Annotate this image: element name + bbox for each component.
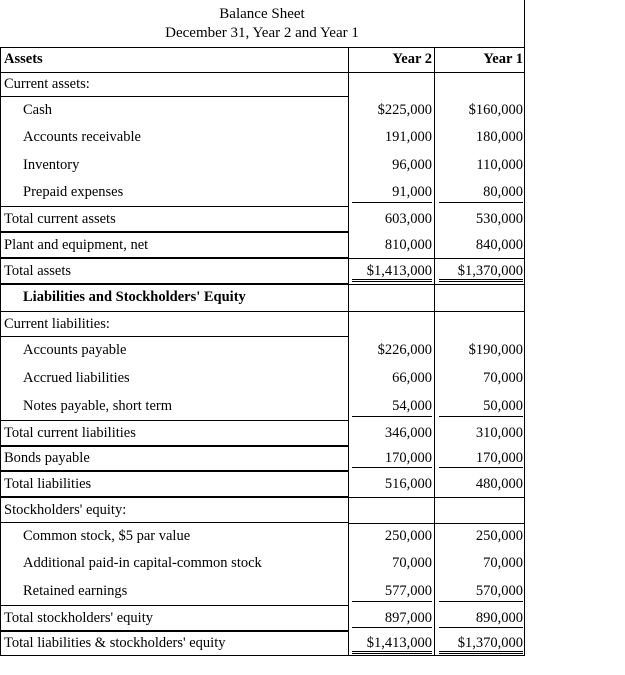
table-row [0,311,525,337]
value-rule [348,284,524,285]
double-underline-year1 [439,651,523,654]
row-label: Liabilities and Stockholders' Equity [23,289,246,305]
row-value-year1: 840,000 [475,237,523,253]
label-rule [0,497,348,498]
value-rule [348,497,524,498]
row-value-year1: 110,000 [476,157,523,173]
table-row [0,232,525,258]
row-label: Inventory [23,157,80,173]
row-label: Stockholders' equity: [4,502,127,518]
label-rule [0,311,348,312]
row-value-year2: $1,413,000 [366,263,432,279]
single-underline-year2 [352,627,432,628]
single-underline-year2 [352,467,432,468]
header-row [0,47,525,72]
table-row [0,497,525,523]
label-rule [0,72,348,73]
single-underline-year1 [439,416,523,417]
single-underline-year1 [439,627,523,628]
label-rule [0,283,348,284]
label-rule [0,232,348,233]
table-row [0,420,525,446]
row-value-year2: 810,000 [384,237,432,253]
row-value-year1: 80,000 [483,184,523,200]
label-rule [0,605,348,606]
row-value-year1: 310,000 [475,425,523,441]
row-value-year1: 570,000 [475,583,523,599]
table-row [0,124,525,151]
row-value-year2: $226,000 [377,342,432,358]
row-label: Accounts receivable [23,129,141,145]
table-title-block [0,0,524,47]
row-value-year2: 346,000 [384,425,432,441]
single-underline-year2 [352,202,432,203]
table-row [0,364,525,392]
single-underline-year2 [352,601,432,602]
double-underline-year1 [439,279,523,282]
row-label: Total current assets [4,211,116,227]
table-row [0,471,525,497]
label-rule [0,522,348,523]
label-rule [0,630,348,631]
value-rule [348,258,524,259]
row-label: Notes payable, short term [23,398,172,414]
row-label: Retained earnings [23,583,128,599]
row-value-year2: 170,000 [384,450,432,466]
label-rule [0,471,348,472]
table-subtitle: December 31, Year 2 and Year 1 [165,25,359,41]
row-value-year2: 603,000 [384,211,432,227]
row-label: Common stock, $5 par value [23,528,191,544]
label-rule [0,257,348,258]
row-label: Total stockholders' equity [4,610,153,626]
row-label: Total assets [4,263,72,279]
table-row [0,97,525,124]
label-rule [0,420,348,421]
row-value-year2: 250,000 [384,528,432,544]
label-rule [0,631,348,632]
row-value-year1: $190,000 [468,342,523,358]
label-rule [0,470,348,471]
single-underline-year1 [439,202,523,203]
value-rule [348,311,524,312]
label-rule [0,336,348,337]
row-label: Additional paid-in capital-common stock [23,555,262,571]
header-assets: Assets [4,51,43,67]
label-rule [0,446,348,447]
row-label: Bonds payable [4,450,90,466]
row-label: Accrued liabilities [23,370,130,386]
label-rule [0,231,348,232]
row-value-year1: $160,000 [468,102,523,118]
single-underline-year1 [439,467,523,468]
table-row [0,206,525,232]
label-rule [0,206,348,207]
row-value-year2: 577,000 [384,583,432,599]
header-year1: Year 1 [483,51,523,67]
table-title: Balance Sheet [219,6,305,22]
label-rule [0,445,348,446]
row-value-year1: 890,000 [475,610,523,626]
table-row [0,549,525,577]
row-value-year1: 530,000 [475,211,523,227]
rule-under-title [0,47,525,48]
border-right [524,0,525,656]
value-rule [348,523,524,524]
divider-label-year2 [348,47,349,656]
row-value-year1: 180,000 [475,129,523,145]
row-value-year2: 91,000 [392,184,432,200]
row-value-year2: 96,000 [392,157,432,173]
row-value-year2: 516,000 [384,476,432,492]
row-value-year1: 70,000 [483,370,523,386]
label-rule [0,258,348,259]
row-value-year2: 54,000 [392,398,432,414]
row-label: Total liabilities [4,476,92,492]
row-label: Accounts payable [23,342,127,358]
label-rule [0,96,348,97]
double-underline-year2 [352,651,432,654]
row-value-year2: 191,000 [384,129,432,145]
table-row [0,337,525,364]
row-value-year1: 70,000 [483,555,523,571]
row-label: Total current liabilities [4,425,136,441]
row-value-year2: $1,413,000 [366,635,432,651]
row-label: Current assets: [4,76,90,92]
row-value-year1: $1,370,000 [457,635,523,651]
row-label: Current liabilities: [4,316,110,332]
row-value-year2: $225,000 [377,102,432,118]
divider-year2-year1 [434,47,435,656]
row-label: Cash [23,102,52,118]
table-row [0,151,525,179]
row-value-year1: 50,000 [483,398,523,414]
label-rule [0,496,348,497]
double-underline-year2 [352,279,432,282]
single-underline-year1 [439,601,523,602]
row-value-year2: 70,000 [392,555,432,571]
row-value-year2: 897,000 [384,610,432,626]
row-value-year2: 66,000 [392,370,432,386]
header-year2: Year 2 [392,51,432,67]
border-left [0,47,1,656]
single-underline-year2 [352,416,432,417]
table-row [0,284,525,311]
row-value-year1: 250,000 [475,528,523,544]
table-row [0,72,525,97]
row-label: Prepaid expenses [23,184,124,200]
row-value-year1: 480,000 [475,476,523,492]
row-value-year1: $1,370,000 [457,263,523,279]
row-value-year1: 170,000 [475,450,523,466]
row-label: Plant and equipment, net [4,237,149,253]
row-label: Total liabilities & stockholders' equity [4,635,226,651]
table-row [0,523,525,549]
label-rule [0,284,348,285]
